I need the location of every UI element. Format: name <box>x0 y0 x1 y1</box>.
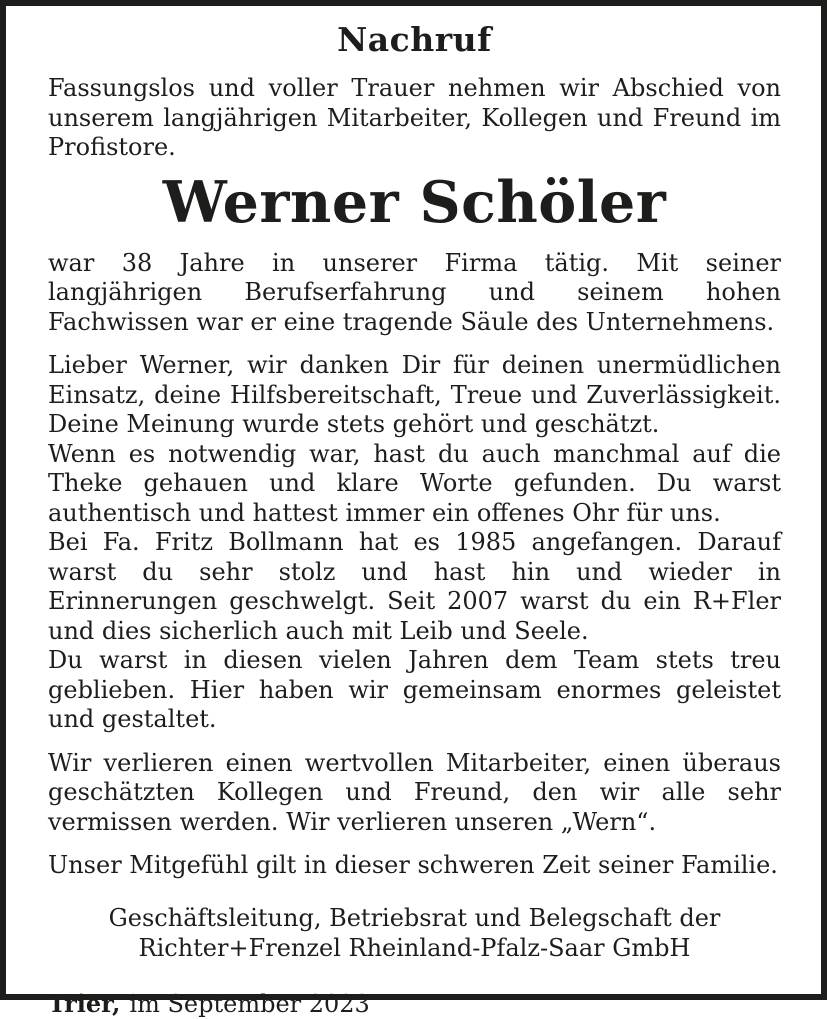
paragraph-team-loyalty: Du warst in diesen vielen Jahren dem Team stets treu geblieben. Hier haben wir gemeinsam enormes geleistet und gestaltet. <box>48 646 781 734</box>
paragraph-character: Wenn es notwendig war, hast du auch manchmal auf die Theke gehauen und klare Worte gefunden. Du warst authentisch und hattest immer ein offenes Ohr für uns. <box>48 439 781 527</box>
notice-title: Nachruf <box>337 20 492 59</box>
signature-line-company: Richter+Frenzel Rheinland-Pfalz-Saar GmbH <box>138 933 691 962</box>
dateline-date: im September 2023 <box>129 989 370 1018</box>
signature-block <box>48 903 781 963</box>
intro-paragraph: Fassungslos und voller Trauer nehmen wir Abschied von unserem langjährigen Mitarbeiter, Kollegen und Freund im Profistore. <box>48 74 781 162</box>
paragraph-career-history: Bei Fa. Fritz Bollmann hat es 1985 angefangen. Darauf warst du sehr stolz und hast hin und wieder in Erinnerungen geschwelgt. Seit 2007 warst du ein R+Fler und dies sicherlich auch mit Leib und Seele. <box>48 528 781 645</box>
signature-line-management: Geschäftsleitung, Betriebsrat und Belegschaft der <box>108 903 721 932</box>
dateline-place: Trier, <box>48 988 121 1018</box>
dateline <box>48 989 781 1019</box>
paragraph-loss: Wir verlieren einen wertvollen Mitarbeiter, einen überaus geschätzten Kollegen und Freund, den wir alle sehr vermissen werden. Wir verlieren unseren „Wern“. <box>48 748 781 836</box>
paragraph-thanks: Lieber Werner, wir danken Dir für deinen unermüdlichen Einsatz, deine Hilfsbereitschaft, Treue und Zuverlässigkeit. Deine Meinung wurde stets gehört und geschätzt. <box>48 351 781 439</box>
deceased-name: Werner Schöler <box>162 168 667 236</box>
paragraph-condolence: Unser Mitgefühl gilt in dieser schweren Zeit seiner Familie. <box>48 851 778 880</box>
paragraph-service-years: war 38 Jahre in unserer Firma tätig. Mit seiner langjährigen Berufserfahrung und seinem hohen Fachwissen war er eine tragende Säule des Unternehmens. <box>48 248 781 336</box>
